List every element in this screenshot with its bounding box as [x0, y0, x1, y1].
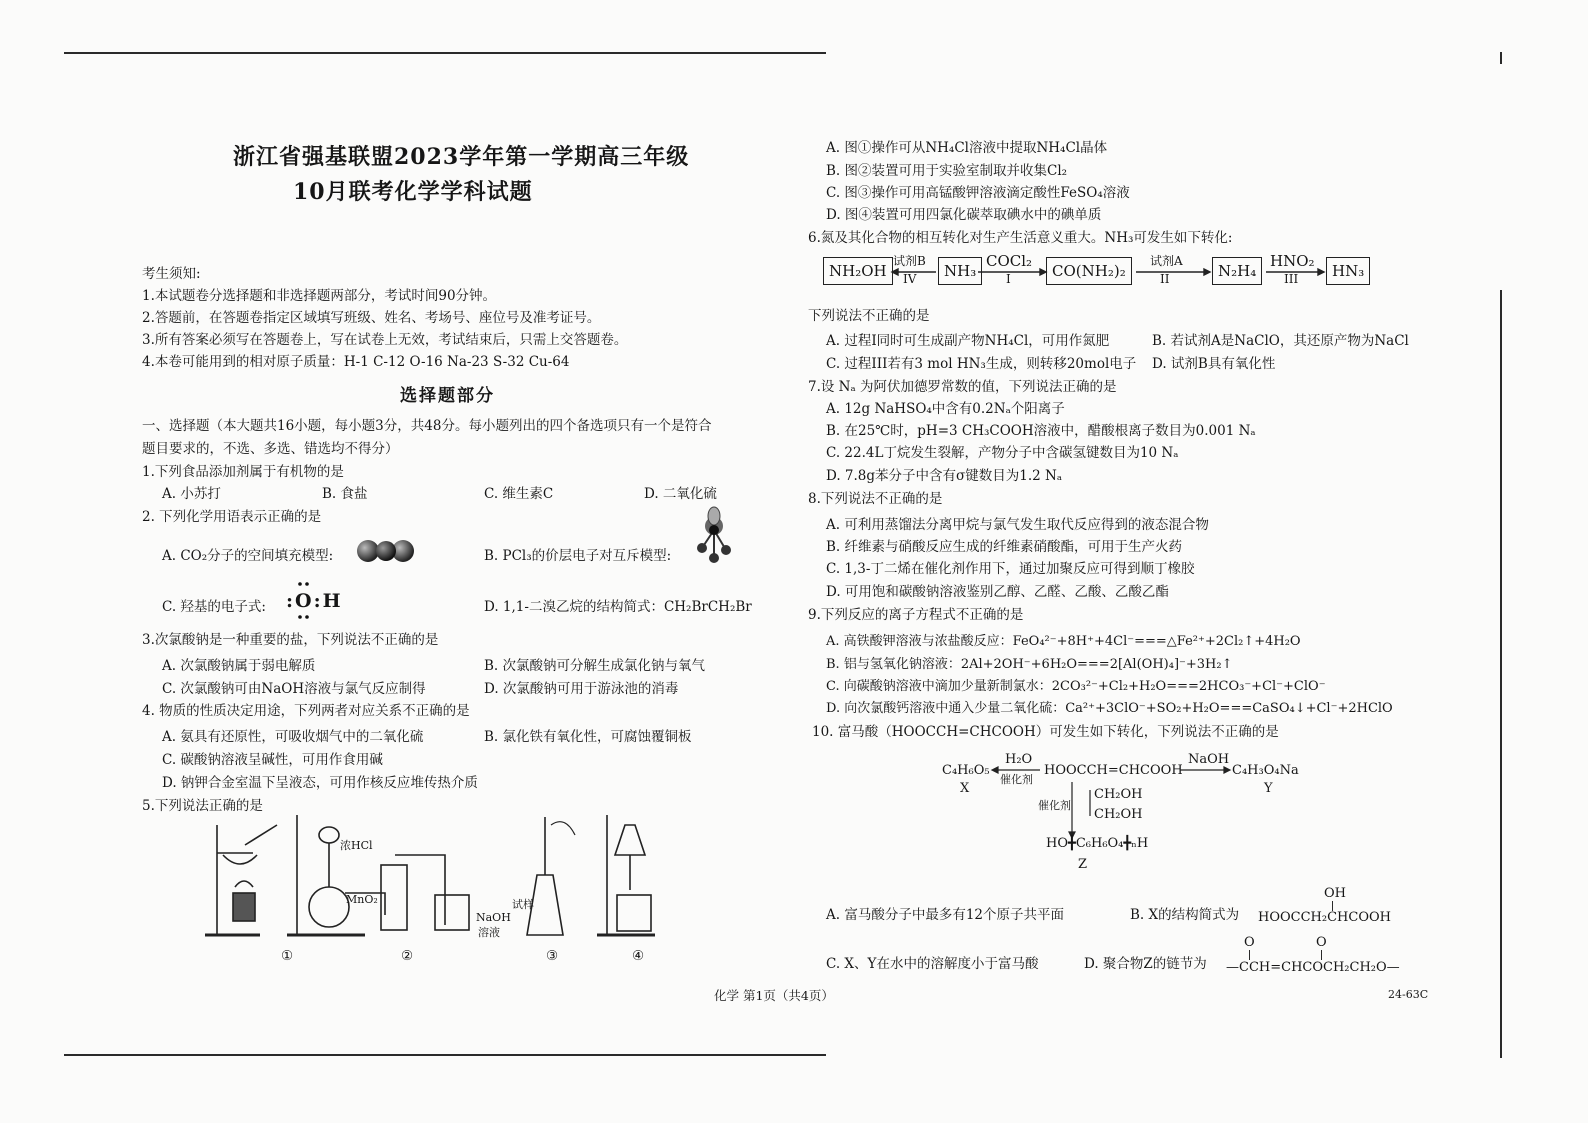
q7-option-b: B. 在25℃时，pH=3 CH₃COOH溶液中，醋酸根离子数目为0.001 Nₐ [826, 423, 1256, 439]
q5-option-c: C. 图③操作可用高锰酸钾溶液滴定酸性FeSO₄溶液 [826, 185, 1130, 201]
q2-option-a: A. CO₂分子的空间填充模型: [162, 548, 334, 564]
arrow-label-ii: II [1160, 272, 1170, 286]
y-formula: C₄H₃O₄Na [1232, 763, 1299, 778]
q8-option-d: D. 可用饱和碳酸钠溶液鉴别乙醇、乙醛、乙酸、乙酸乙酯 [826, 584, 1169, 600]
section-title: 选择题部分 [400, 386, 495, 406]
q7-stem: 7.设 Nₐ 为阿伏加德罗常数的值，下列说法正确的是 [808, 379, 1117, 395]
footer-page: 化学 第1页（共4页） [714, 988, 834, 1003]
q6-option-a: A. 过程I同时可生成副产物NH₄Cl，可用作氮肥 [826, 333, 1110, 349]
arrow-label-iii: III [1284, 272, 1299, 286]
arrow-label-i: I [1006, 272, 1011, 286]
glycol-line-1: CH₂OH [1094, 787, 1143, 802]
footer-code: 24-63C [1388, 988, 1429, 1001]
co2-spacefill-model-icon [356, 538, 416, 564]
q6-option-c: C. 过程III若有3 mol HN₃生成，则转移20mol电子 [826, 356, 1137, 372]
label-solution: 溶液 [478, 926, 500, 939]
x-structure-formula: HOOCCH₂CHCOOH [1258, 910, 1391, 925]
right-edge-rule [1500, 290, 1502, 1058]
lone-pair-dots-icon [296, 582, 316, 622]
z-label: Z [1078, 857, 1088, 872]
figure-label-4: ④ [632, 948, 645, 964]
top-rule [64, 52, 826, 54]
q10-option-d: D. 聚合物Z的链节为 [1084, 956, 1207, 972]
q4-option-a: A. 氨具有还原性，可吸收烟气中的二氧化硫 [162, 729, 424, 745]
arrow-label-hno2: HNO₂ [1270, 252, 1315, 270]
q5-option-a: A. 图①操作可从NH₄Cl溶液中提取NH₄Cl晶体 [826, 140, 1108, 156]
section-intro-2: 题目要求的，不选、多选、错选均不得分） [142, 441, 399, 457]
q3-option-a: A. 次氯酸钠属于弱电解质 [162, 658, 316, 674]
q4-option-d: D. 钠钾合金室温下呈液态，可用作核反应堆传热介质 [162, 775, 478, 791]
q5-stem: 5.下列说法正确的是 [142, 798, 263, 814]
notice-item-1: 1.本试题卷分选择题和非选择题两部分，考试时间90分钟。 [142, 288, 497, 304]
right-edge-tick [1500, 52, 1502, 64]
apparatus-figure [205, 815, 675, 945]
label-reagent: 试样 [512, 898, 534, 911]
q4-option-b: B. 氯化铁有氧化性，可腐蚀覆铜板 [484, 729, 692, 745]
q9-option-d: D. 向次氯酸钙溶液中通入少量二氧化硫：Ca²⁺+3ClO⁻+SO₂+H₂O===CaSO₄↓+Cl⁻+2HClO [826, 701, 1393, 716]
h2o-label: H₂O [1005, 752, 1033, 767]
box-nh2oh: NH₂OH [823, 257, 893, 285]
q6-option-b: B. 若试剂A是NaClO，其还原产物为NaCl [1152, 333, 1409, 349]
title-line-2: 10月联考化学学科试题 [293, 179, 533, 205]
z-unit-o-1: O [1244, 935, 1255, 950]
x-formula: C₄H₆O₅ [942, 763, 990, 778]
q1-option-c: C. 维生素C [484, 486, 554, 502]
label-naoh: NaOH [476, 911, 511, 924]
arrow-label-reagent-b: 试剂B [893, 254, 926, 268]
q10-stem: 10. 富马酸（HOOCCH=CHCOOH）可发生如下转化，下列说法不正确的是 [812, 724, 1279, 740]
q2-option-b: B. PCl₃的价层电子对互斥模型: [484, 548, 672, 564]
q8-stem: 8.下列说法不正确的是 [808, 491, 943, 507]
q4-stem: 4. 物质的性质决定用途，下列两者对应关系不正确的是 [142, 703, 470, 719]
q9-option-c: C. 向碳酸钠溶液中滴加少量新制氯水：2CO₃²⁻+Cl₂+H₂O===2HCO₃⁻+Cl⁻+ClO⁻ [826, 679, 1326, 694]
glycol-line-2: CH₂OH [1094, 807, 1143, 822]
q9-stem: 9.下列反应的离子方程式不正确的是 [808, 607, 1024, 623]
q7-option-a: A. 12g NaHSO₄中含有0.2Nₐ个阳离子 [826, 401, 1065, 417]
q1-stem: 1.下列食品添加剂属于有机物的是 [142, 464, 344, 480]
fumaric-acid-center: HOOCCH=CHCOOH [1044, 763, 1183, 778]
y-label: Y [1264, 781, 1273, 796]
q10-option-c: C. X、Y在水中的溶解度小于富马酸 [826, 956, 1039, 972]
q9-option-b: B. 铝与氢氧化钠溶液：2Al+2OH⁻+6H₂O===2[Al(OH)₄]⁻+3H₂↑ [826, 657, 1233, 672]
q7-option-c: C. 22.4L丁烷发生裂解，产物分子中含碳氢键数目为10 Nₐ [826, 445, 1179, 461]
q5-option-d: D. 图④装置可用四氯化碳萃取碘水中的碘单质 [826, 207, 1102, 223]
q6-sub: 下列说法不正确的是 [808, 308, 930, 324]
title-line-1: 浙江省强基联盟2023学年第一学期高三年级 [233, 144, 690, 170]
q3-option-c: C. 次氯酸钠可由NaOH溶液与氯气反应制得 [162, 681, 426, 697]
q10-option-b: B. X的结构简式为 [1130, 907, 1240, 923]
catalyst-label-2: 催化剂 [1038, 799, 1071, 812]
z-unit-o-2: O [1316, 935, 1327, 950]
q4-option-c: C. 碳酸钠溶液呈碱性，可用作食用碱 [162, 752, 383, 768]
q8-option-c: C. 1,3-丁二烯在催化剂作用下，通过加聚反应可得到顺丁橡胶 [826, 561, 1195, 577]
q8-option-a: A. 可利用蒸馏法分离甲烷与氯气发生取代反应得到的液态混合物 [826, 517, 1209, 533]
box-nh3: NH₃ [938, 257, 982, 285]
arrow-label-reagent-a: 试剂A [1150, 254, 1183, 268]
box-urea: CO(NH₂)₂ [1046, 257, 1132, 285]
q3-stem: 3.次氯酸钠是一种重要的盐，下列说法不正确的是 [142, 632, 439, 648]
notice-item-3: 3.所有答案必须写在答题卷上，写在试卷上无效，考试结束后，只需上交答题卷。 [142, 332, 628, 348]
x-structure-oh: OH [1324, 886, 1346, 901]
q5-option-b: B. 图②装置可用于实验室制取并收集Cl₂ [826, 163, 1068, 179]
q6-stem: 6.氮及其化合物的相互转化对生产生活意义重大。NH₃可发生如下转化: [808, 230, 1233, 246]
z-unit-bond-2 [1321, 950, 1322, 960]
q9-option-a: A. 高铁酸钾溶液与浓盐酸反应：FeO₄²⁻+8H⁺+4Cl⁻===△Fe²⁺+2Cl₂↑+4H₂O [826, 634, 1301, 649]
q7-option-d: D. 7.8g苯分子中含有σ键数目为1.2 Nₐ [826, 468, 1063, 484]
q3-option-d: D. 次氯酸钠可用于游泳池的消毒 [484, 681, 679, 697]
q8-option-b: B. 纤维素与硝酸反应生成的纤维素硝酸酯，可用于生产火药 [826, 539, 1183, 555]
q1-option-d: D. 二氧化硫 [644, 486, 717, 502]
box-n2h4: N₂H₄ [1212, 257, 1262, 285]
pcl3-vsepr-model-icon [694, 508, 734, 564]
bottom-rule [64, 1054, 826, 1056]
figure-label-1: ① [281, 948, 294, 964]
notice-item-4: 4.本卷可能用到的相对原子质量：H-1 C-12 O-16 Na-23 S-32 Cu-64 [142, 354, 570, 370]
x-label: X [960, 781, 970, 796]
hydroxyl-electron-formula: :O:H [286, 590, 343, 612]
label-mno2: MnO₂ [346, 893, 378, 906]
polymer-z: HO╋C₆H₆O₄╋ₙH [1046, 836, 1149, 851]
section-intro-1: 一、选择题（本大题共16小题，每小题3分，共48分。每小题列出的四个备选项只有一个是符合 [142, 418, 712, 434]
q2-option-d: D. 1,1-二溴乙烷的结构简式：CH₂BrCH₂Br [484, 599, 752, 615]
q10-option-a: A. 富马酸分子中最多有12个原子共平面 [826, 907, 1065, 923]
figure-label-3: ③ [546, 948, 559, 964]
q1-option-b: B. 食盐 [322, 486, 368, 502]
figure-label-2: ② [401, 948, 414, 964]
q2-stem: 2. 下列化学用语表示正确的是 [142, 509, 322, 525]
z-unit-formula: —CCH=CHCOCH₂CH₂O— [1226, 960, 1400, 975]
q3-option-b: B. 次氯酸钠可分解生成氯化钠与氧气 [484, 658, 706, 674]
q2-option-c: C. 羟基的电子式: [162, 599, 266, 615]
catalyst-label-1: 催化剂 [1000, 773, 1033, 786]
arrow-label-cocl2: COCl₂ [986, 252, 1033, 270]
label-conc-hcl: 浓HCl [340, 839, 373, 852]
box-hn3: HN₃ [1326, 257, 1370, 285]
notice-item-2: 2.答题前，在答题卷指定区域填写班级、姓名、考场号、座位号及准考证号。 [142, 310, 601, 326]
q6-option-d: D. 试剂B具有氧化性 [1152, 356, 1276, 372]
q1-option-a: A. 小苏打 [162, 486, 221, 502]
z-unit-bond-1 [1249, 950, 1250, 960]
naoh-label: NaOH [1188, 752, 1230, 767]
arrow-label-iv: IV [903, 272, 917, 286]
notice-heading: 考生须知: [142, 266, 201, 282]
